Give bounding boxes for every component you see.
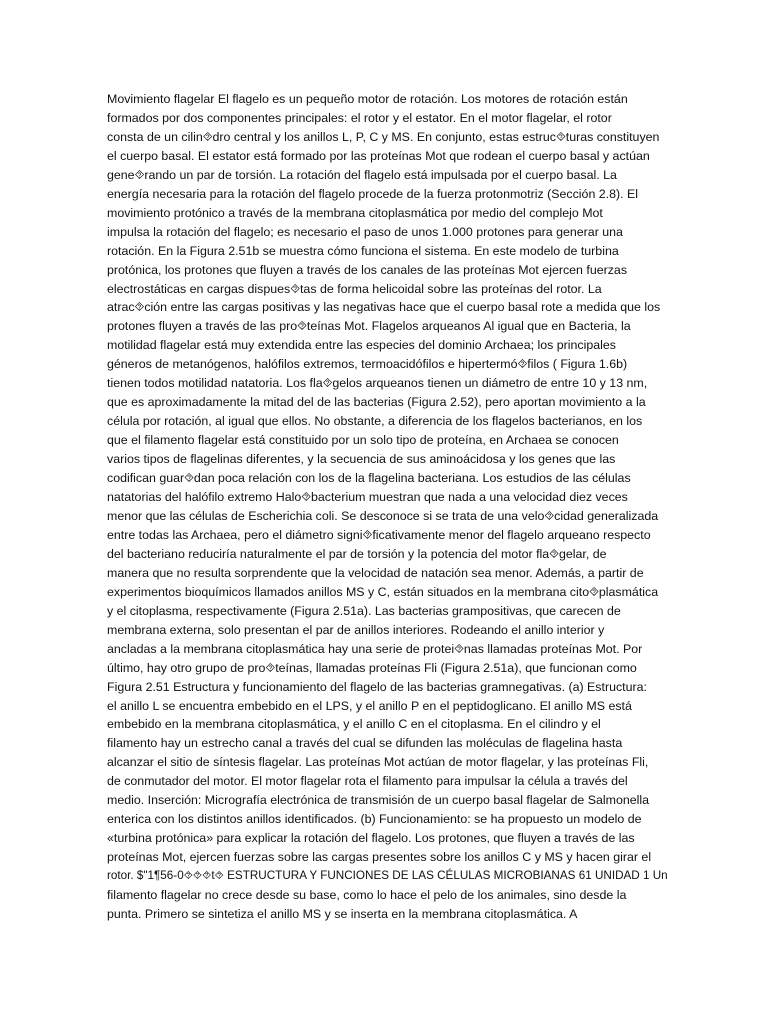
text-line: medio. Inserción: Micrografía electrónica de transmisión de un cuerpo basal flagelar de Salmonella [107, 793, 650, 808]
body-text [107, 90, 667, 924]
text-line: proteínas Mot, ejercen fuerzas sobre las cargas presentes sobre los anillos C y MS y hacen girar el [107, 850, 652, 865]
text-line: filamento flagelar no crece desde su base, como lo hace el pelo de los animales, sino desde la [107, 888, 627, 903]
text-line: codifican guar⯑dan poca relación con los de la flagelina bacteriana. Los estudios de las células [107, 471, 631, 486]
text-line: «turbina protónica» para explicar la rotación del flagelo. Los protones, que fluyen a través de las [107, 831, 635, 846]
text-line: el anillo L se encuentra embebido en el LPS, y el anillo P en el peptidoglicano. El anillo MS está [107, 698, 632, 713]
text-line: que el filamento flagelar está constituido por un solo tipo de proteína, en Archaea se conocen [107, 433, 619, 448]
text-line: formados por dos componentes principales: el rotor y el estator. En el motor flagelar, el rotor [107, 110, 612, 125]
text-line: protónica, los protones que fluyen a través de los canales de las proteínas Mot ejercen fuerzas [107, 262, 628, 277]
text-line: Movimiento flagelar El flagelo es un pequeño motor de rotación. Los motores de rotación están [107, 92, 628, 106]
text-line: menor que las células de Escherichia coli. Se desconoce si se trata de una velo⯑cidad generalizada [107, 508, 659, 523]
text-line: natatorias del halófilo extremo Halo⯑bacterium muestran que nada a una velocidad diez veces [107, 490, 628, 505]
text-line: último, hay otro grupo de pro⯑teínas, llamadas proteínas Fli (Figura 2.51a), que funcionan como [107, 660, 637, 675]
text-line: atrac⯑ción entre las cargas positivas y las negativas hace que el cuerpo basal rote a medida que los [107, 300, 661, 315]
text-line: enterica con los distintos anillos identificados. (b) Funcionamiento: se ha propuesto un modelo de [107, 812, 642, 827]
text-line: el cuerpo basal. El estator está formado por las proteínas Mot que rodean el cuerpo basal y actúan [107, 148, 650, 163]
text-line: experimentos bioquímicos llamados anillos MS y C, están situados en la membrana cito⯑plasmática [107, 584, 659, 599]
text-line: ancladas a la membrana citoplasmática hay una serie de protei⯑nas llamadas proteínas Mot. Por [107, 641, 643, 656]
text-line: punta. Primero se sintetiza el anillo MS y se inserta en la membrana citoplasmática. A [107, 906, 578, 921]
text-line: rotor. $"1¶56-0⯑⯑⯑t⯑ ESTRUCTURA Y FUNCIONES DE LAS CÉLULAS MICROBIANAS 61 UNIDAD 1 Un [107, 869, 668, 883]
text-line: del bacteriano reduciría naturalmente el par de torsión y la potencia del motor fla⯑gelar, de [107, 546, 607, 561]
text-line: y el citoplasma, respectivamente (Figura 2.51a). Las bacterias grampositivas, que carecen de [107, 603, 621, 618]
text-line: motilidad flagelar está muy extendida entre las especies del dominio Archaea; los principales [107, 338, 616, 353]
text-line: entre todas las Archaea, pero el diámetro signi⯑ficativamente menor del flagelo arqueano respecto [107, 527, 651, 542]
text-line: protones fluyen a través de las pro⯑teínas Mot. Flagelos arqueanos Al igual que en Bacteria, la [107, 319, 631, 334]
text-line: tienen todos motilidad natatoria. Los fla⯑gelos arqueanos tienen un diámetro de entre 10 y 13 nm, [107, 376, 648, 391]
text-line: manera que no resulta sorprendente que la velocidad de natación sea menor. Además, a partir de [107, 565, 644, 580]
text-line: géneros de metanógenos, halófilos extremos, termoacidófilos e hipertermó⯑filos ( Figura 1.6b) [107, 357, 628, 372]
text-line: gene⯑rando un par de torsión. La rotación del flagelo está impulsada por el cuerpo basal. La [107, 167, 617, 182]
text-line: energía necesaria para la rotación del flagelo procede de la fuerza protonmotriz (Sección 2.8). El [107, 186, 639, 201]
text-line: que es aproximadamente la mitad del de las bacterias (Figura 2.52), pero aportan movimiento a la [107, 395, 646, 410]
text-line: impulsa la rotación del flagelo; es necesario el paso de unos 1.000 protones para generar una [107, 224, 623, 239]
text-line: de conmutador del motor. El motor flagelar rota el filamento para impulsar la célula a través del [107, 774, 628, 789]
text-line: filamento hay un estrecho canal a través del cual se difunden las moléculas de flagelina hasta [107, 736, 623, 751]
text-line: célula por rotación, al igual que ellos. No obstante, a diferencia de los flagelos bacterianos, en los [107, 414, 643, 429]
text-line: varios tipos de flagelinas diferentes, y la secuencia de sus aminoácidosa y los genes que las [107, 452, 616, 467]
text-line: Figura 2.51 Estructura y funcionamiento del flagelo de las bacterias gramnegativas. (a) Estructura: [107, 679, 647, 694]
text-line: membrana externa, solo presentan el par de anillos interiores. Rodeando el anillo interior y [107, 622, 605, 637]
text-line: rotación. En la Figura 2.51b se muestra cómo funciona el sistema. En este modelo de turbina [107, 243, 619, 258]
text-line: consta de un cilin⯑dro central y los anillos L, P, C y MS. En conjunto, estas estruc⯑turas constituyen [107, 129, 660, 144]
text-line: alcanzar el sitio de síntesis flagelar. Las proteínas Mot actúan de motor flagelar, y las proteínas Fli, [107, 755, 649, 770]
text-line: embebido en la membrana citoplasmática, y el anillo C en el citoplasma. En el cilindro y el [107, 717, 601, 732]
text-line: electrostáticas en cargas dispues⯑tas de forma helicoidal sobre las proteínas del rotor. La [107, 281, 602, 296]
text-line: movimiento protónico a través de la membrana citoplasmática por medio del complejo Mot [107, 205, 603, 220]
